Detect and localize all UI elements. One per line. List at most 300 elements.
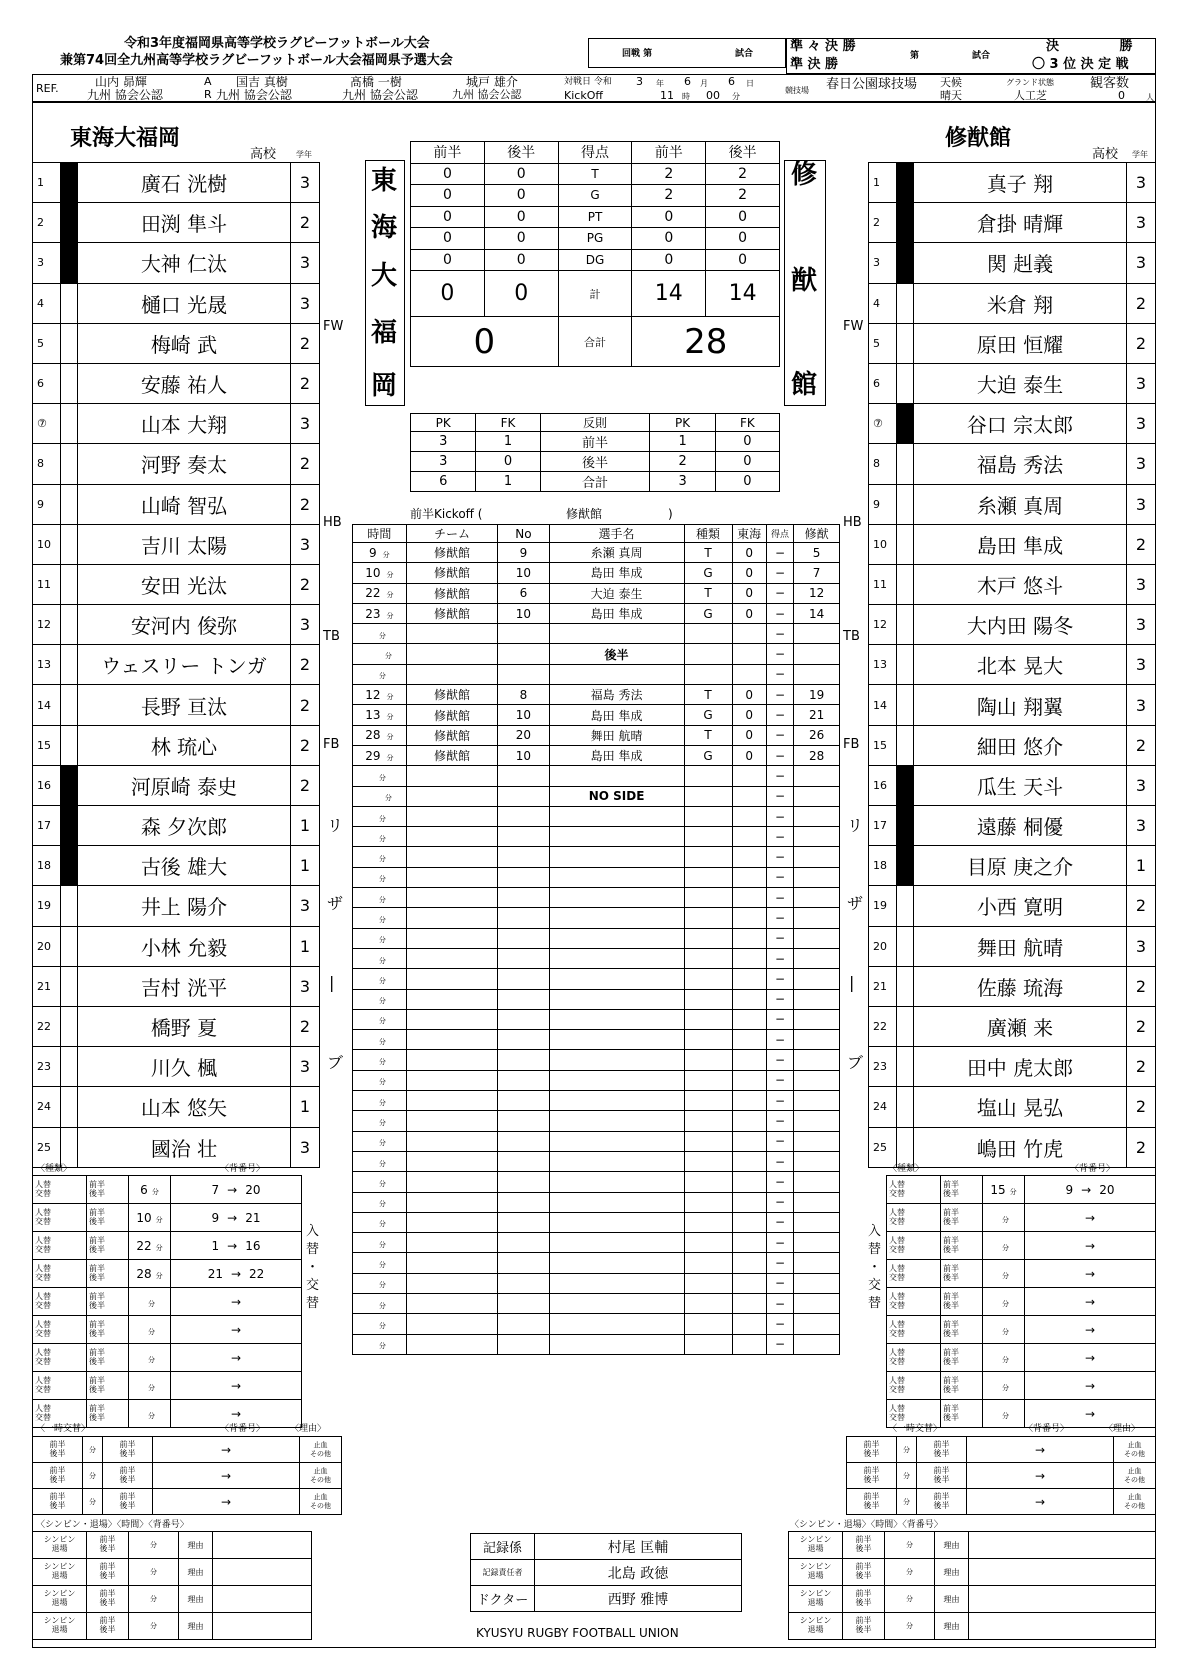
- sinbin-row: [789, 1559, 1156, 1586]
- right-front-row-mark: [897, 886, 914, 926]
- temp-reason-other: [300, 1502, 341, 1510]
- log-right-score: [794, 644, 840, 664]
- penalty-cell-a: 3: [411, 452, 476, 472]
- left-player-number: 25: [33, 1127, 61, 1167]
- reserve-label-right-3: |: [849, 973, 855, 992]
- sinbin-reason-value: [213, 1532, 312, 1559]
- temp-reason-blood-text: 止血: [1127, 1441, 1142, 1450]
- sub-half-2-text: 後半: [943, 1328, 959, 1338]
- left-vertical-3: 大: [371, 261, 398, 291]
- right-player-name: 細田 悠介: [914, 725, 1127, 765]
- right-player-number: 15: [869, 725, 897, 765]
- log-row: [353, 948, 840, 968]
- log-no: [498, 1070, 549, 1090]
- log-time: [353, 705, 407, 725]
- right-front-row-mark: [897, 1087, 914, 1127]
- right-player-name: 谷口 宗太郎: [914, 404, 1127, 444]
- right-front-row-mark: [897, 323, 914, 363]
- temp-arrow: →: [1034, 1494, 1046, 1509]
- log-no: [498, 766, 549, 786]
- temp-reason-blood: [1114, 1467, 1155, 1475]
- reserve-label-right-1: リ: [847, 816, 864, 835]
- sinbin-half: [843, 1613, 885, 1640]
- log-row: [353, 1050, 840, 1070]
- right-player-name: 木戸 悠斗: [914, 564, 1127, 604]
- sub-min-unit: 分: [155, 1215, 163, 1224]
- log-min-unit: 分: [378, 1118, 386, 1127]
- log-dash: −: [766, 948, 793, 968]
- right-player-name: 舞田 航晴: [914, 926, 1127, 966]
- sinbin-half-2: [87, 1572, 128, 1581]
- left-player-grade: 3: [291, 163, 320, 203]
- left-player-row: [33, 685, 320, 725]
- kickoff-close: ): [668, 507, 673, 521]
- log-row: [353, 685, 840, 705]
- temp-halfb-2-text: 後半: [933, 1500, 950, 1510]
- log-time: [353, 1334, 407, 1354]
- log-min-unit: 分: [378, 875, 386, 884]
- kickoff-min: 00: [706, 89, 720, 102]
- temp-halfb-2: [103, 1450, 152, 1459]
- left-player-number: 6: [33, 363, 61, 403]
- left-player-grade: 2: [291, 725, 320, 765]
- sinbin-half-2-text: 後半: [99, 1544, 116, 1553]
- left-player-name: 安藤 祐人: [78, 363, 291, 403]
- penalty-cell-d: 0: [715, 452, 779, 472]
- log-min-unit: 分: [378, 1058, 386, 1067]
- title-line-1: 令和3年度福岡県高等学校ラグビーフットボール大会: [124, 36, 430, 51]
- score-cell-l1: 0: [411, 249, 485, 271]
- temp-reason-other: [1114, 1450, 1155, 1458]
- reserve-label-left-4: ブ: [327, 1053, 344, 1072]
- sinbin-kind-b: [33, 1545, 86, 1554]
- temp-half-2: [847, 1476, 896, 1485]
- date-day: 6: [728, 75, 735, 88]
- left-front-row-mark: [61, 1047, 78, 1087]
- log-time: [353, 1111, 407, 1131]
- log-no: [498, 1253, 549, 1273]
- chief-name: 北島 政徳: [535, 1560, 742, 1586]
- log-left-score: [732, 624, 766, 644]
- log-player: 大迫 泰生: [549, 583, 684, 603]
- log-time: [353, 1253, 407, 1273]
- sinbin-reason-value: [969, 1559, 1156, 1586]
- left-front-row-mark: [61, 363, 78, 403]
- right-player-row: [869, 806, 1156, 846]
- right-vertical-1: 修: [791, 160, 818, 190]
- log-kind: [684, 1111, 732, 1131]
- sub-time-value: 28: [136, 1266, 152, 1281]
- penalty-cell-a: 6: [411, 472, 476, 492]
- sub-half: [941, 1372, 983, 1400]
- temp-min-unit: 分: [89, 1445, 96, 1454]
- log-player: [549, 624, 684, 644]
- sinbin-table-right: [788, 1531, 1156, 1640]
- sinbin-half-2: [843, 1545, 884, 1554]
- left-player-name: 安河内 俊弥: [78, 605, 291, 645]
- sub-arrow: →: [230, 1378, 242, 1393]
- left-player-grade: 2: [291, 444, 320, 484]
- log-no: [498, 948, 549, 968]
- sinbin-reason-value: [969, 1613, 1156, 1640]
- sub-kind-ex: [35, 1246, 86, 1255]
- date-label: 対戦日 令和: [564, 77, 612, 87]
- sub-half-2: [89, 1302, 128, 1311]
- sub-half-2: [943, 1246, 982, 1255]
- sub-kind-ex: [889, 1246, 940, 1255]
- log-row: [353, 1293, 840, 1313]
- log-right-score: [794, 1253, 840, 1273]
- temp-row: [847, 1489, 1156, 1515]
- log-no: [498, 1314, 549, 1334]
- log-right-score: [794, 1293, 840, 1313]
- log-dash: −: [766, 806, 793, 826]
- left-player-row: [33, 886, 320, 926]
- temp-row: [847, 1437, 1156, 1463]
- sub-kind-ex-text: 交替: [889, 1384, 905, 1394]
- sub-half-2-text: 後半: [943, 1244, 959, 1254]
- log-dash: −: [766, 969, 793, 989]
- log-time: [353, 1070, 407, 1090]
- log-team: [406, 1009, 497, 1029]
- reserve-label-left-3: |: [329, 973, 335, 992]
- sub-kind: [33, 1176, 87, 1204]
- log-left-score: [732, 1050, 766, 1070]
- right-player-row: [869, 323, 1156, 363]
- score-cell-r2: 0: [706, 249, 780, 271]
- sub-arrow: →: [230, 1406, 242, 1421]
- sinbin-half-1-text: 前半: [855, 1589, 872, 1599]
- pen-h-1: PK: [411, 414, 476, 432]
- sub-half-1-text: 前半: [943, 1263, 959, 1273]
- subs-kind-label-left: 〈種類〉: [36, 1164, 73, 1174]
- log-right-score: [794, 1111, 840, 1131]
- left-player-row: [33, 203, 320, 243]
- sinbin-kind-b: [33, 1599, 86, 1608]
- right-front-row-mark: [897, 283, 914, 323]
- sub-row: [33, 1232, 302, 1260]
- left-front-row-mark: [61, 203, 78, 243]
- left-player-name: 山崎 智弘: [78, 484, 291, 524]
- left-player-name: 橋野 夏: [78, 1006, 291, 1046]
- log-kind: T: [684, 685, 732, 705]
- log-right-score: [794, 1030, 840, 1050]
- score-total-label: 合計: [558, 317, 632, 367]
- chief-label: 記録責任者: [471, 1560, 535, 1586]
- log-h-name: 選手名: [549, 525, 684, 543]
- log-row: [353, 603, 840, 623]
- left-player-number: 2: [33, 203, 61, 243]
- sinbin-min: 分: [150, 1541, 157, 1549]
- left-player-grade: 2: [291, 484, 320, 524]
- sinbin-reason-label: 理由: [935, 1586, 969, 1613]
- log-kind: [684, 1212, 732, 1232]
- sinbin-reason-label: 理由: [179, 1613, 213, 1640]
- temp-row: [847, 1463, 1156, 1489]
- left-player-grade: 2: [291, 323, 320, 363]
- log-player: 舞田 航晴: [549, 725, 684, 745]
- stage-dai: 第: [910, 51, 920, 61]
- score-cell-label: DG: [558, 249, 632, 271]
- log-dash: −: [766, 644, 793, 664]
- right-player-name: 佐藤 琉海: [914, 966, 1127, 1006]
- sub-arrow: →: [230, 1350, 242, 1365]
- temp-reason-blood: [1114, 1493, 1155, 1501]
- right-front-row-mark: [897, 404, 914, 444]
- log-kind: [684, 664, 732, 684]
- right-player-number: 9: [869, 484, 897, 524]
- right-player-row: [869, 444, 1156, 484]
- sub-numbers: [1025, 1372, 1156, 1400]
- log-player: [549, 1151, 684, 1171]
- sinbin-kind: [33, 1586, 87, 1613]
- sub-time: [129, 1316, 171, 1344]
- sinbin-half: [843, 1559, 885, 1586]
- log-kind: G: [684, 745, 732, 765]
- log-right-score: [794, 1091, 840, 1111]
- right-front-row-mark: [897, 765, 914, 805]
- log-left-score: [732, 948, 766, 968]
- right-player-name: 目原 庚之介: [914, 846, 1127, 886]
- sinbin-half-2: [843, 1626, 884, 1635]
- match-label: 試合: [735, 49, 754, 59]
- log-dash: −: [766, 827, 793, 847]
- left-player-grade: 2: [291, 363, 320, 403]
- log-row: [353, 928, 840, 948]
- log-row: [353, 624, 840, 644]
- right-player-grade: 3: [1127, 444, 1156, 484]
- log-right-score: 21: [794, 705, 840, 725]
- log-dash: −: [766, 1253, 793, 1273]
- penalty-cell-label: 合計: [540, 472, 650, 492]
- left-player-grade: 3: [291, 283, 320, 323]
- sinbin-table-left: [32, 1531, 312, 1640]
- left-player-number: 1: [33, 163, 61, 203]
- score-row: [411, 185, 780, 207]
- sub-half-2-text: 後半: [943, 1300, 959, 1310]
- log-kind: G: [684, 705, 732, 725]
- left-player-name: 田渕 隼斗: [78, 203, 291, 243]
- taijo-text: 退場: [51, 1571, 68, 1580]
- log-label-row: [353, 644, 840, 664]
- log-kind: [684, 1091, 732, 1111]
- temp-halfb-1-text: 前半: [933, 1465, 950, 1475]
- sub-half: [87, 1316, 129, 1344]
- left-vertical-2: 海: [371, 213, 398, 243]
- log-right-score: [794, 928, 840, 948]
- log-team: 修猷館: [406, 705, 497, 725]
- temp-number: [967, 1437, 1114, 1463]
- taijo-text: 退場: [807, 1598, 824, 1607]
- sinbin-min: 分: [906, 1622, 913, 1630]
- log-no: [498, 928, 549, 948]
- score-sub-label: 計: [558, 271, 632, 317]
- log-time: [353, 1091, 407, 1111]
- log-player: [549, 847, 684, 867]
- log-row: [353, 705, 840, 725]
- log-team: [406, 1091, 497, 1111]
- date-y: 年: [656, 79, 664, 88]
- right-player-table: [868, 162, 1156, 1168]
- log-right-score: [794, 1151, 840, 1171]
- log-row: [353, 563, 840, 583]
- log-player: [549, 989, 684, 1009]
- kickoff-label-first-half: 前半Kickoff (: [410, 507, 483, 521]
- log-dash: −: [766, 908, 793, 928]
- subs-table-left: [32, 1175, 302, 1428]
- score-cell-r1: 0: [632, 206, 706, 228]
- taijo-text: 退場: [807, 1625, 824, 1634]
- score-cell-l1: 0: [411, 206, 485, 228]
- temp-min: [897, 1463, 917, 1489]
- left-player-name: 井上 陽介: [78, 886, 291, 926]
- log-right-score: [794, 664, 840, 684]
- left-player-row: [33, 605, 320, 645]
- log-left-score: [732, 1091, 766, 1111]
- left-vertical-4: 福: [371, 318, 398, 348]
- temp-row: [33, 1437, 342, 1463]
- sub-numbers: [171, 1232, 302, 1260]
- sub-kind-ex: [35, 1190, 86, 1199]
- ref-label: REF.: [36, 82, 59, 95]
- sinbin-half-2-text: 後半: [855, 1544, 872, 1553]
- left-player-name: 樋口 光晟: [78, 283, 291, 323]
- doctor-name: 西野 雅博: [535, 1586, 742, 1612]
- temp-arrow: →: [1034, 1468, 1046, 1483]
- sinbin-kind-b: [33, 1626, 86, 1635]
- sinbin-min: 分: [150, 1568, 157, 1576]
- sub-numbers: [171, 1204, 302, 1232]
- sub-half-2: [89, 1274, 128, 1283]
- left-player-grade: 2: [291, 645, 320, 685]
- sub-half-1-text: 前半: [89, 1179, 105, 1189]
- log-player: 島田 隼成: [549, 745, 684, 765]
- log-team: [406, 1111, 497, 1131]
- sub-half-1-text: 前半: [89, 1291, 105, 1301]
- log-team: [406, 888, 497, 908]
- left-player-row: [33, 243, 320, 283]
- log-min-unit: 分: [378, 915, 386, 924]
- left-player-grade: 3: [291, 243, 320, 283]
- penalty-cell-b: 0: [476, 452, 540, 472]
- subs-side-right-4: 交: [868, 1278, 882, 1293]
- left-player-number: 20: [33, 926, 61, 966]
- log-left-score: 0: [732, 603, 766, 623]
- log-left-score: [732, 1030, 766, 1050]
- sub-min-unit: 分: [155, 1271, 163, 1280]
- sub-half: [941, 1288, 983, 1316]
- log-player: [549, 806, 684, 826]
- date-d: 日: [746, 79, 754, 88]
- stage-final: 決 勝: [1046, 39, 1161, 54]
- log-min-unit: 分: [386, 570, 394, 579]
- sub-row: [887, 1176, 1156, 1204]
- sub-kind-in-text: 人替: [35, 1403, 51, 1413]
- temp-table-left: [32, 1436, 342, 1515]
- log-team: 修猷館: [406, 603, 497, 623]
- temp-reason-blood: [300, 1441, 341, 1449]
- sinbin-half-1-text: 前半: [99, 1562, 116, 1572]
- score-cell-l1: 0: [411, 185, 485, 207]
- log-row: [353, 1030, 840, 1050]
- pos-hb-right: HB: [843, 515, 862, 530]
- sub-half-2-text: 後半: [89, 1300, 105, 1310]
- left-player-row: [33, 524, 320, 564]
- sinbin-row: [789, 1586, 1156, 1613]
- temp-reason-other-text: その他: [310, 1475, 331, 1484]
- pen-h-2: FK: [476, 414, 540, 432]
- log-player: [549, 1233, 684, 1253]
- log-no: [498, 1151, 549, 1171]
- sub-kind-ex-text: 交替: [889, 1328, 905, 1338]
- sub-numbers: [1025, 1344, 1156, 1372]
- log-dash: −: [766, 1334, 793, 1354]
- temp-reason-blood: [300, 1467, 341, 1475]
- sinbin-half: [87, 1586, 129, 1613]
- sub-half-2-text: 後半: [89, 1412, 105, 1422]
- left-player-grade: 3: [291, 404, 320, 444]
- sinbin-half: [843, 1586, 885, 1613]
- log-kind: [684, 1293, 732, 1313]
- right-front-row-mark: [897, 685, 914, 725]
- sub-row: [33, 1176, 302, 1204]
- log-min-unit: 分: [386, 611, 394, 620]
- log-kind: [684, 847, 732, 867]
- log-team: [406, 624, 497, 644]
- temp-num-label-right: 〈背番号〉: [1024, 1424, 1070, 1434]
- penalty-cell-label: 前半: [540, 432, 650, 452]
- sub-half-2-text: 後半: [89, 1328, 105, 1338]
- log-right-score: 7: [794, 563, 840, 583]
- log-no: 20: [498, 725, 549, 745]
- log-no: [498, 1334, 549, 1354]
- left-player-row: [33, 404, 320, 444]
- log-h-no: No: [498, 525, 549, 543]
- left-front-row-mark: [61, 163, 78, 203]
- right-player-name: 遠藤 桐優: [914, 806, 1127, 846]
- ar-assoc: 九州 協会公認: [216, 88, 292, 102]
- right-player-name: 倉掛 晴輝: [914, 203, 1127, 243]
- right-player-grade: 3: [1127, 363, 1156, 403]
- log-kind: [684, 806, 732, 826]
- log-no: [498, 1091, 549, 1111]
- right-player-number: 14: [869, 685, 897, 725]
- right-player-grade: 3: [1127, 806, 1156, 846]
- sub-time: [129, 1288, 171, 1316]
- log-time: [353, 543, 407, 563]
- log-team: [406, 1050, 497, 1070]
- log-no: [498, 1131, 549, 1151]
- sinbin-half-2-text: 後半: [855, 1625, 872, 1634]
- score-cell-l2: 0: [484, 163, 558, 185]
- right-player-number: 3: [869, 243, 897, 283]
- right-player-name: 米倉 翔: [914, 283, 1127, 323]
- left-player-row: [33, 645, 320, 685]
- sinbin-reason-label: 理由: [179, 1532, 213, 1559]
- right-front-row-mark: [897, 363, 914, 403]
- sub-kind: [887, 1176, 941, 1204]
- log-team: [406, 928, 497, 948]
- log-row: [353, 1233, 840, 1253]
- log-left-score: [732, 989, 766, 1009]
- sub-time: [983, 1260, 1025, 1288]
- right-front-row-mark: [897, 564, 914, 604]
- left-front-row-mark: [61, 404, 78, 444]
- sinbin-text: シンビン: [799, 1616, 832, 1626]
- temp-arrow: →: [1034, 1442, 1046, 1457]
- left-front-row-mark: [61, 886, 78, 926]
- penalty-cell-d: 0: [715, 432, 779, 452]
